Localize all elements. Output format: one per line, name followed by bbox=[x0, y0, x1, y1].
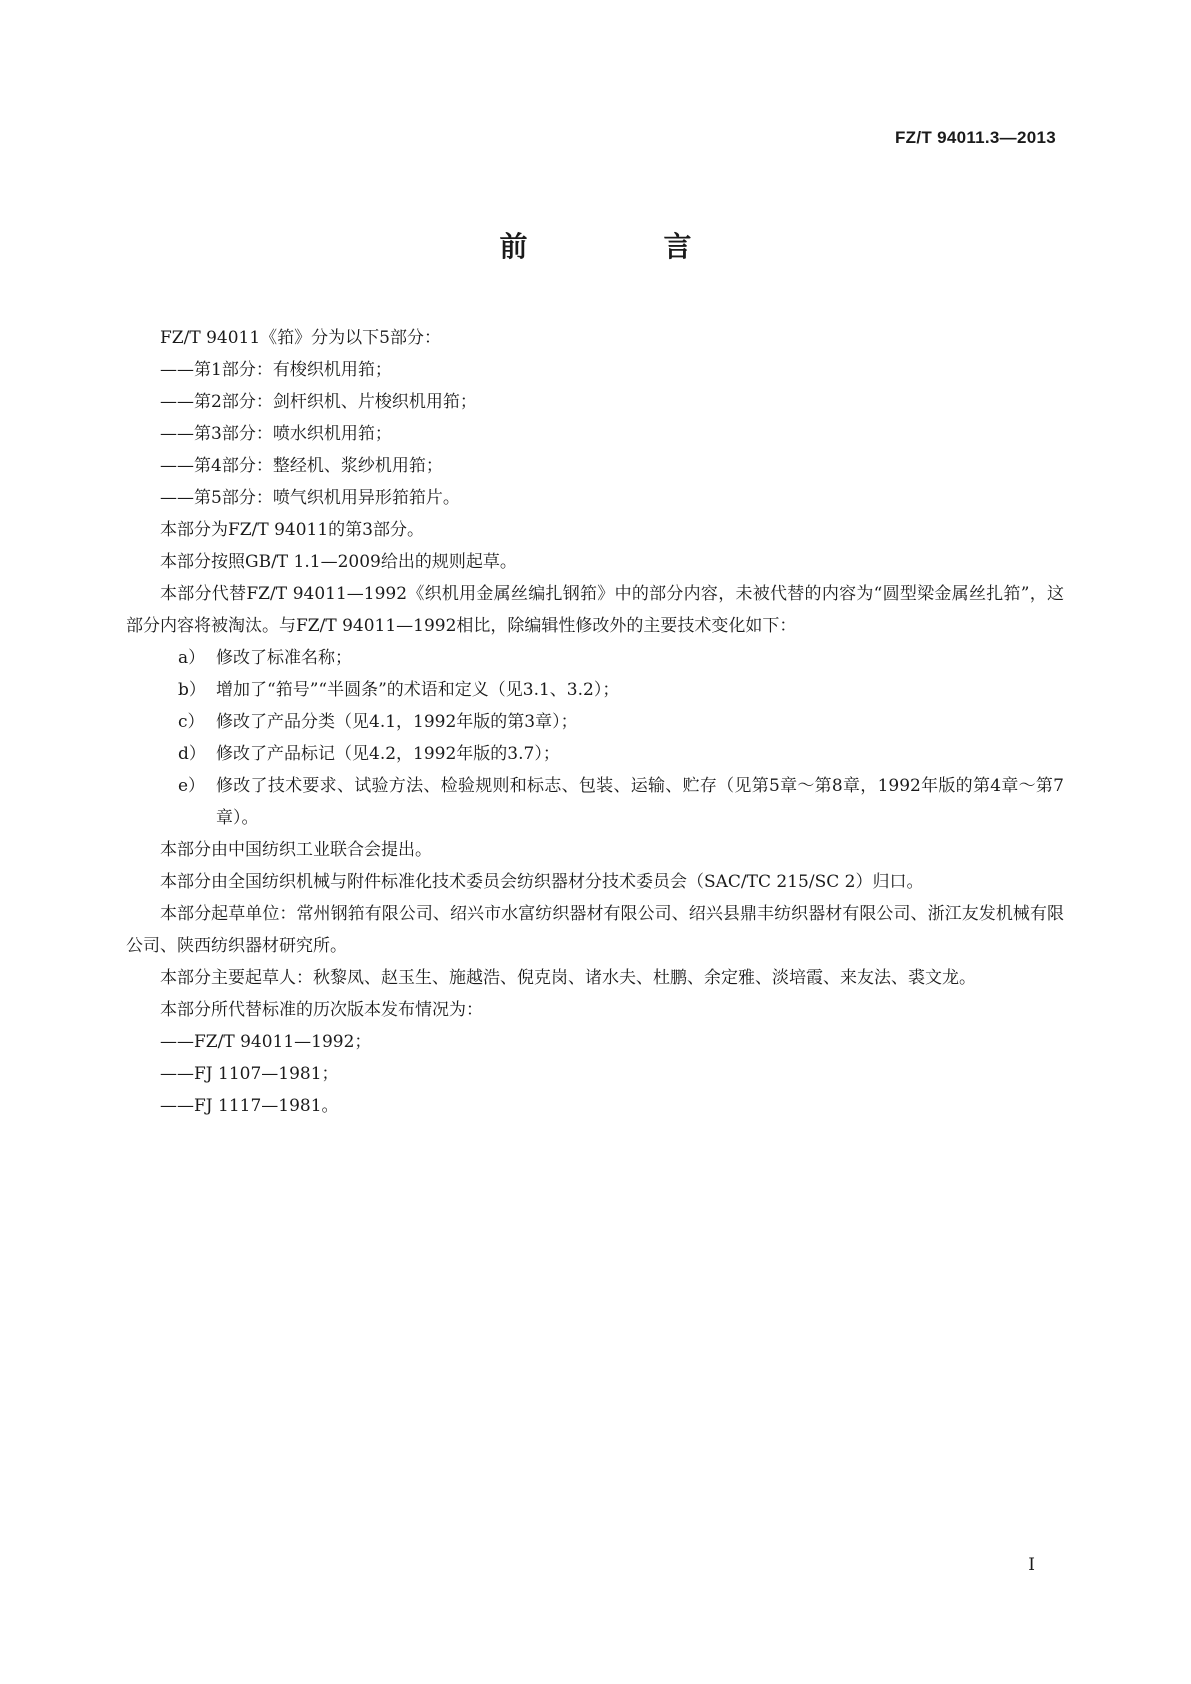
change-text: 修改了产品标记（见4.2，1992年版的3.7）； bbox=[216, 744, 560, 764]
change-label: a） bbox=[178, 648, 206, 668]
history-intro: 本部分所代替标准的历次版本发布情况为： bbox=[160, 1000, 483, 1020]
history-item: ——FJ 1107—1981； bbox=[160, 1064, 339, 1084]
change-text: 修改了标准名称； bbox=[216, 648, 352, 668]
page-number: I bbox=[1028, 1555, 1035, 1575]
replacement-statement: 本部分代替FZ/T 94011—1992《织机用金属丝编扎钢筘》中的部分内容，未被代替的内容为“圆型梁金属丝扎筘”，这部分内容将被淘汰。与FZ/T 94011—1992相比，除编辑性修改外的主要技术变化如下： bbox=[126, 584, 1064, 636]
change-label: e） bbox=[178, 776, 206, 796]
part-list-item: ——第5部分：喷气织机用异形筘筘片。 bbox=[160, 488, 460, 508]
change-text: 修改了产品分类（见4.1，1992年版的第3章）； bbox=[216, 712, 578, 732]
drafting-units: 本部分起草单位：常州钢筘有限公司、绍兴市水富纺织器材有限公司、绍兴县鼎丰纺织器材有限公司、浙江友发机械有限公司、陕西纺织器材研究所。 bbox=[126, 904, 1064, 956]
change-item bbox=[126, 706, 1064, 738]
rules-statement: 本部分按照GB/T 1.1—2009给出的规则起草。 bbox=[160, 552, 517, 572]
part-list-item: ——第4部分：整经机、浆纱机用筘； bbox=[160, 456, 443, 476]
centralized-by: 本部分由全国纺织机械与附件标准化技术委员会纺织器材分技术委员会（SAC/TC 215/SC 2）归口。 bbox=[160, 872, 924, 892]
change-item bbox=[126, 642, 1064, 674]
drafters: 本部分主要起草人：秋黎凤、赵玉生、施越浩、倪克岗、诸水夫、杜鹏、余定雅、淡培霞、来友法、裘文龙。 bbox=[160, 968, 976, 988]
change-label: c） bbox=[178, 712, 205, 732]
part-list-item: ——第1部分：有梭织机用筘； bbox=[160, 360, 392, 380]
standard-code: FZ/T 94011.3—2013 bbox=[894, 128, 1056, 147]
part-list-item: ——第3部分：喷水织机用筘； bbox=[160, 424, 392, 444]
change-item bbox=[126, 770, 1064, 834]
intro-paragraph: FZ/T 94011《筘》分为以下5部分： bbox=[160, 328, 441, 348]
change-text: 修改了技术要求、试验方法、检验规则和标志、包装、运输、贮存（见第5章～第8章，1992年版的第4章～第7章）。 bbox=[216, 776, 1064, 828]
part-statement: 本部分为FZ/T 94011的第3部分。 bbox=[160, 520, 424, 540]
history-item: ——FZ/T 94011—1992； bbox=[160, 1032, 372, 1052]
change-label: d） bbox=[178, 744, 206, 764]
history-item: ——FJ 1117—1981。 bbox=[160, 1096, 339, 1116]
change-label: b） bbox=[178, 680, 206, 700]
change-text: 增加了“筘号”“半圆条”的术语和定义（见3.1、3.2）； bbox=[216, 680, 620, 700]
foreword-body bbox=[126, 322, 1064, 1122]
proposed-by: 本部分由中国纺织工业联合会提出。 bbox=[160, 840, 432, 860]
part-list-item: ——第2部分：剑杆织机、片梭织机用筘； bbox=[160, 392, 477, 412]
change-item bbox=[126, 674, 1064, 706]
page-title: 前 言 bbox=[499, 230, 746, 263]
change-item bbox=[126, 738, 1064, 770]
